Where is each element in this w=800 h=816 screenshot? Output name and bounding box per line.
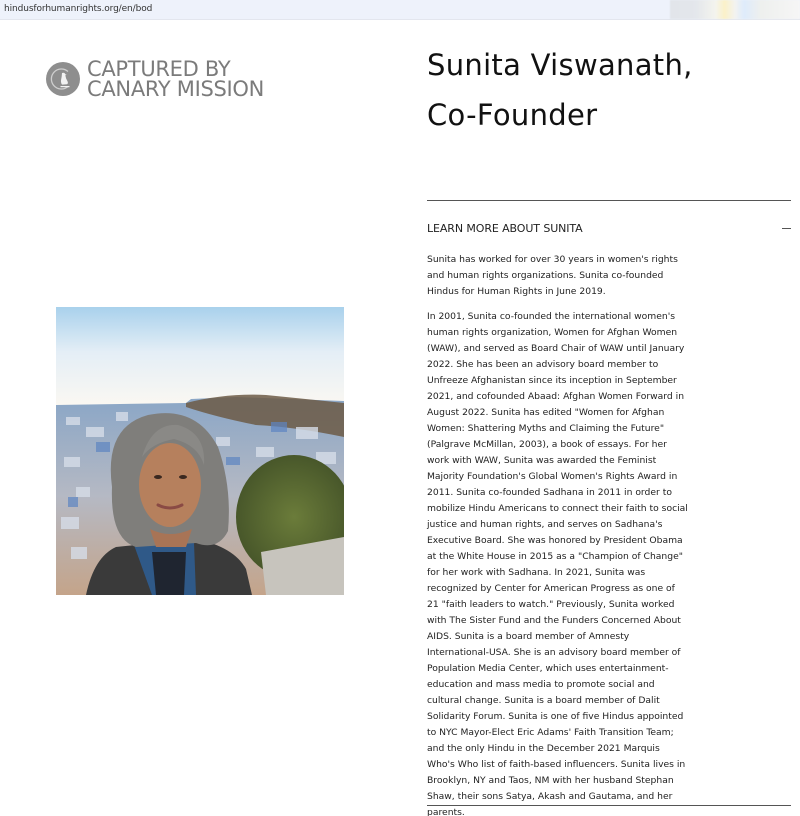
learn-more-accordion-toggle[interactable]: [427, 219, 791, 237]
accordion-divider-top: [427, 200, 791, 201]
person-role: Co-Founder: [427, 98, 598, 132]
canary-bird-icon: [46, 62, 80, 96]
profile-photo: [56, 307, 344, 595]
accordion-divider-bottom: [427, 805, 791, 806]
toolbar-spacer: [632, 0, 670, 19]
watermark-line-2: CANARY MISSION: [87, 77, 265, 101]
browser-address-bar[interactable]: [0, 0, 800, 20]
page-title: [427, 40, 787, 140]
minus-icon[interactable]: [782, 228, 791, 229]
bio-paragraph-2: In 2001, Sunita co-founded the international women's human rights organization, Women for Afghan Women (WAW), and served as Board Chair of WAW until January 2022. She has been an advisory board member to Unfreeze Afghanistan since its inception in September 2021, and cofounded Abaad: Afghan Women Forward in August 2022. Sunita has edited "Women for Afghan Women: Shattering Myths and Claiming the Future" (Palgrave McMillan, 2003), a book of essays. For her work with WAW, Sunita was awarded the Feminist Majority Foundation's Global Women's Rights Award in 2011. Sunita co-founded Sadhana in 2011 in order to mobilize Hindu Americans to connect their faith to social justice and human rights, and serves on Sadhana's Executive Board. She was honored by President Obama at the White House in 2015 as a "Champion of Change" for her work with Sadhana. In 2021, Sunita was recognized by Center for American Progress as one of 21 "faith leaders to watch." Previously, Sunita worked with The Sister Fund and the Funders Concerned About AIDS. Sunita is a board member of Amnesty International-USA. She is an advisory board member of Population Media Center, which uses entertainment-education and mass media to promote social and cultural change. Sunita is a board member of Dalit Solidarity Forum. Sunita is one of five Hindus appointed to NYC Mayor-Elect Eric Adams' Faith Transition Team; and the only Hindu in the December 2021 Marquis Who's Who list of faith-based influencers. Sunita lives in Brooklyn, NY and Taos, NM with her husband Stephan Shaw, their sons Satya, Akash and Gautama, and her parents.: [427, 311, 688, 816]
person-name: Sunita Viswanath,: [427, 48, 693, 82]
url-text[interactable]: hindusforhumanrights.org/en/bod: [4, 4, 153, 14]
browser-extension-icons[interactable]: [670, 0, 800, 19]
accordion-title: LEARN MORE ABOUT SUNITA: [427, 221, 583, 235]
canary-mission-watermark: [46, 59, 264, 99]
watermark-text: [87, 59, 264, 99]
bio-content: [427, 252, 689, 816]
watermark-line-1: CAPTURED BY: [87, 57, 231, 81]
bio-paragraph-1: Sunita has worked for over 30 years in women's rights and human rights organizations. Sunita co-founded Hindus for Human Rights in June 2019.: [427, 254, 678, 297]
